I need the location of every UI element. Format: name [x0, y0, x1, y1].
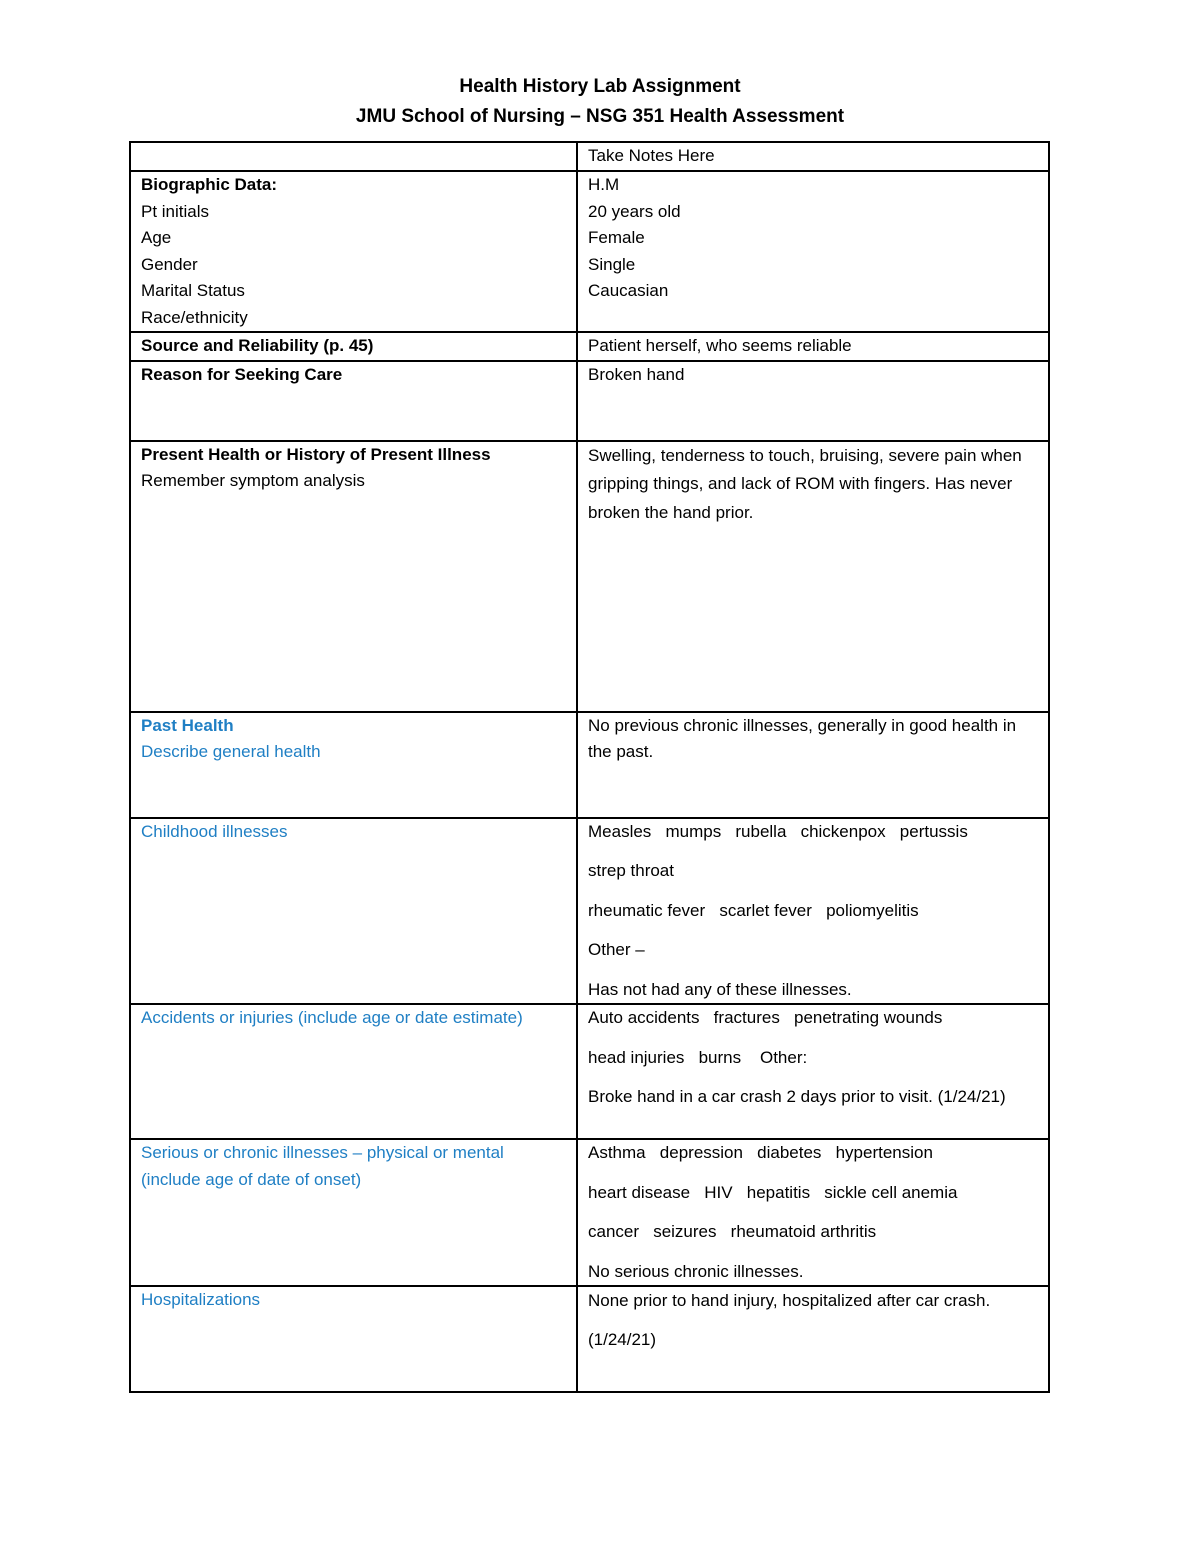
value-marital-status: Single	[588, 254, 636, 274]
chronic-options-line-1: Asthma depression diabetes hypertension	[588, 1143, 933, 1162]
table-header-row	[130, 142, 1049, 171]
source-value: Patient herself, who seems reliable	[588, 336, 852, 355]
accidents-label: Accidents or injuries (include age or date estimate)	[141, 1008, 523, 1027]
past-health-label-cell	[130, 712, 577, 818]
notes-header-cell	[577, 142, 1049, 171]
present-health-value-cell	[577, 441, 1049, 712]
past-health-label: Past Health	[141, 715, 234, 735]
source-row	[130, 332, 1049, 361]
value-age: 20 years old	[588, 201, 681, 221]
chronic-options-line-3: cancer seizures rheumatoid arthritis	[588, 1222, 877, 1241]
notes-header: Take Notes Here	[588, 146, 715, 165]
value-race-ethnicity: Caucasian	[588, 281, 669, 300]
biographic-label-cell	[130, 171, 577, 332]
biographic-value-cell	[577, 171, 1049, 332]
chronic-row	[130, 1139, 1049, 1286]
accidents-row	[130, 1004, 1049, 1139]
field-marital-status: Marital Status	[141, 281, 245, 300]
field-age: Age	[141, 228, 172, 247]
field-race-ethnicity: Race/ethnicity	[141, 307, 248, 327]
chronic-options-line-2: heart disease HIV hepatitis sickle cell anemia	[588, 1182, 958, 1202]
chronic-label-cell	[130, 1139, 577, 1286]
accidents-options-line-2: head injuries burns Other:	[588, 1047, 808, 1067]
childhood-label-cell	[130, 818, 577, 1005]
value-initials: H.M	[588, 175, 620, 194]
reason-value: Broken hand	[588, 364, 685, 384]
childhood-options-line-3: rheumatic fever scarlet fever poliomyelitis	[588, 900, 919, 920]
childhood-options-line-2: strep throat	[588, 861, 674, 880]
past-health-value-cell	[577, 712, 1049, 818]
document-subtitle: JMU School of Nursing – NSG 351 Health Assessment	[355, 106, 845, 127]
past-health-value: No previous chronic illnesses, generally in good health in the past.	[588, 715, 1017, 761]
past-health-sublabel: Describe general health	[141, 742, 321, 761]
hospitalizations-label-cell	[130, 1286, 577, 1392]
chronic-value: No serious chronic illnesses.	[588, 1261, 804, 1281]
present-health-sublabel: Remember symptom analysis	[141, 471, 365, 490]
accidents-value: Broke hand in a car crash 2 days prior to visit. (1/24/21)	[588, 1087, 1006, 1106]
hospitalizations-row	[130, 1286, 1049, 1392]
chronic-value-cell	[577, 1139, 1049, 1286]
present-health-label-cell	[130, 441, 577, 712]
accidents-value-cell	[577, 1004, 1049, 1139]
source-label: Source and Reliability (p. 45)	[141, 336, 374, 355]
source-label-cell	[130, 332, 577, 361]
childhood-options-line-1: Measles mumps rubella chickenpox pertussis	[588, 821, 968, 841]
value-gender: Female	[588, 228, 645, 247]
header-empty-cell	[130, 142, 577, 171]
reason-label-cell	[130, 361, 577, 441]
accidents-label-cell	[130, 1004, 577, 1139]
present-health-row	[130, 441, 1049, 712]
childhood-value: Has not had any of these illnesses.	[588, 979, 852, 999]
past-health-row	[130, 712, 1049, 818]
present-health-label: Present Health or History of Present Illness	[141, 444, 491, 464]
present-health-value: Swelling, tenderness to touch, bruising, severe pain when gripping things, and lack of ROM with fingers. Has never broken the hand prior.	[588, 445, 1022, 522]
hospitalizations-value: None prior to hand injury, hospitalized after car crash. (1/24/21)	[588, 1291, 991, 1349]
chronic-label: Serious or chronic illnesses – physical or mental (include age of date of onset)	[141, 1143, 504, 1189]
field-gender: Gender	[141, 254, 198, 274]
hospitalizations-value-cell	[577, 1286, 1049, 1392]
childhood-label: Childhood illnesses	[141, 821, 288, 841]
source-value-cell	[577, 332, 1049, 361]
reason-label: Reason for Seeking Care	[141, 364, 343, 384]
biographic-heading: Biographic Data:	[141, 175, 278, 194]
hospitalizations-label: Hospitalizations	[141, 1290, 261, 1309]
childhood-row	[130, 818, 1049, 1005]
biographic-row	[130, 171, 1049, 332]
childhood-value-cell	[577, 818, 1049, 1005]
health-history-table	[129, 141, 1050, 1393]
reason-value-cell	[577, 361, 1049, 441]
document-header	[0, 72, 1200, 132]
field-pt-initials: Pt initials	[141, 201, 210, 221]
reason-row	[130, 361, 1049, 441]
childhood-options-line-4: Other –	[588, 940, 645, 959]
accidents-options-line-1: Auto accidents fractures penetrating wounds	[588, 1008, 943, 1027]
document-title: Health History Lab Assignment	[459, 76, 741, 97]
